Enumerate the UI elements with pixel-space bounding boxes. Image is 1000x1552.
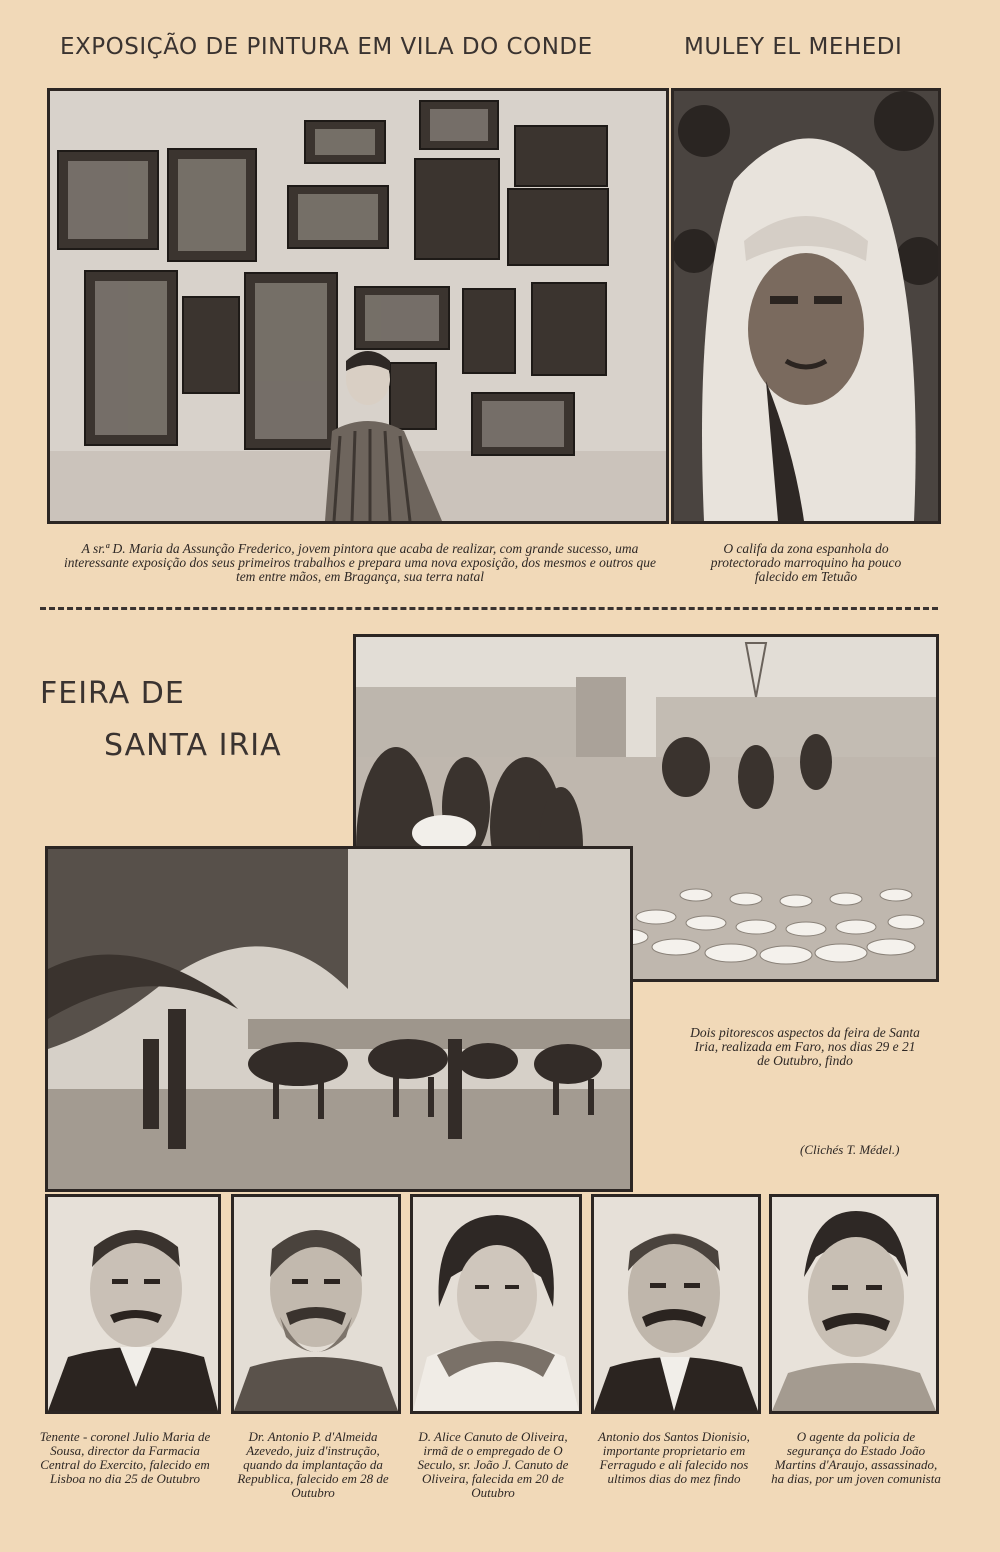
portrait-caption-julio: Tenente - coronel Julio Maria de Sousa, director da Farmacia Central do Exercito, falecido em Lisboa no dia 25 de Outubro [39, 1429, 211, 1486]
califa-caption: O califa da zona espanhola do protectorado marroquino ha pouco falecido em Tetuão [710, 541, 902, 584]
feira-caption: Dois pitorescos aspectos da feira de Santa Iria, realizada em Faro, nos dias 29 e 21 de Outubro, findo [690, 1025, 920, 1068]
portrait-julio-maria-de-sousa [45, 1194, 221, 1414]
feira-title-line2: SANTA IRIA [104, 728, 282, 763]
headline-muley: MULEY EL MEHEDI [684, 34, 903, 60]
portrait-alice-canuto-de-oliveira [410, 1194, 582, 1414]
portrait-caption-dionisio: Antonio dos Santos Dionisio, importante proprietario em Ferragudo e ali falecido nos ultimos dias do mez findo [598, 1429, 750, 1486]
portrait-caption-alice: D. Alice Canuto de Oliveira, irmã de o empregado de O Seculo, sr. João J. Canuto de Oliveira, falecida em 20 de Outubro [417, 1429, 569, 1500]
portrait-antonio-santos-dionisio [591, 1194, 761, 1414]
portrait-antonio-almeida-azevedo [231, 1194, 401, 1414]
painter-caption: A sr.ª D. Maria da Assunção Frederico, jovem pintora que acaba de realizar, com grande sucesso, uma interessante exposição dos seus primeiros trabalhos e prepara uma nova exposição, dos mesmos e outros que tem entre mãos, em Bragança, sua terra natal [64, 541, 656, 584]
portrait-caption-araujo: O agente da policia de segurança do Estado João Martins d'Araujo, assassinado, ha dias, por um joven comunista [771, 1429, 941, 1486]
photo-credit: (Clichés T. Médel.) [800, 1142, 900, 1157]
feira-title-line1: FEIRA DE [40, 676, 185, 711]
headline-exhibition: EXPOSIÇÃO DE PINTURA EM VILA DO CONDE [60, 34, 593, 60]
section-divider [40, 607, 938, 610]
painter-exhibition-photo [47, 88, 669, 524]
cattle-fair-photo [45, 846, 633, 1192]
portrait-joao-martins-araujo [769, 1194, 939, 1414]
muley-el-mehedi-portrait [671, 88, 941, 524]
portrait-caption-antonio-azevedo: Dr. Antonio P. d'Almeida Azevedo, juiz d'instrução, quando da implantação da Republica, falecido em 28 de Outubro [237, 1429, 389, 1500]
